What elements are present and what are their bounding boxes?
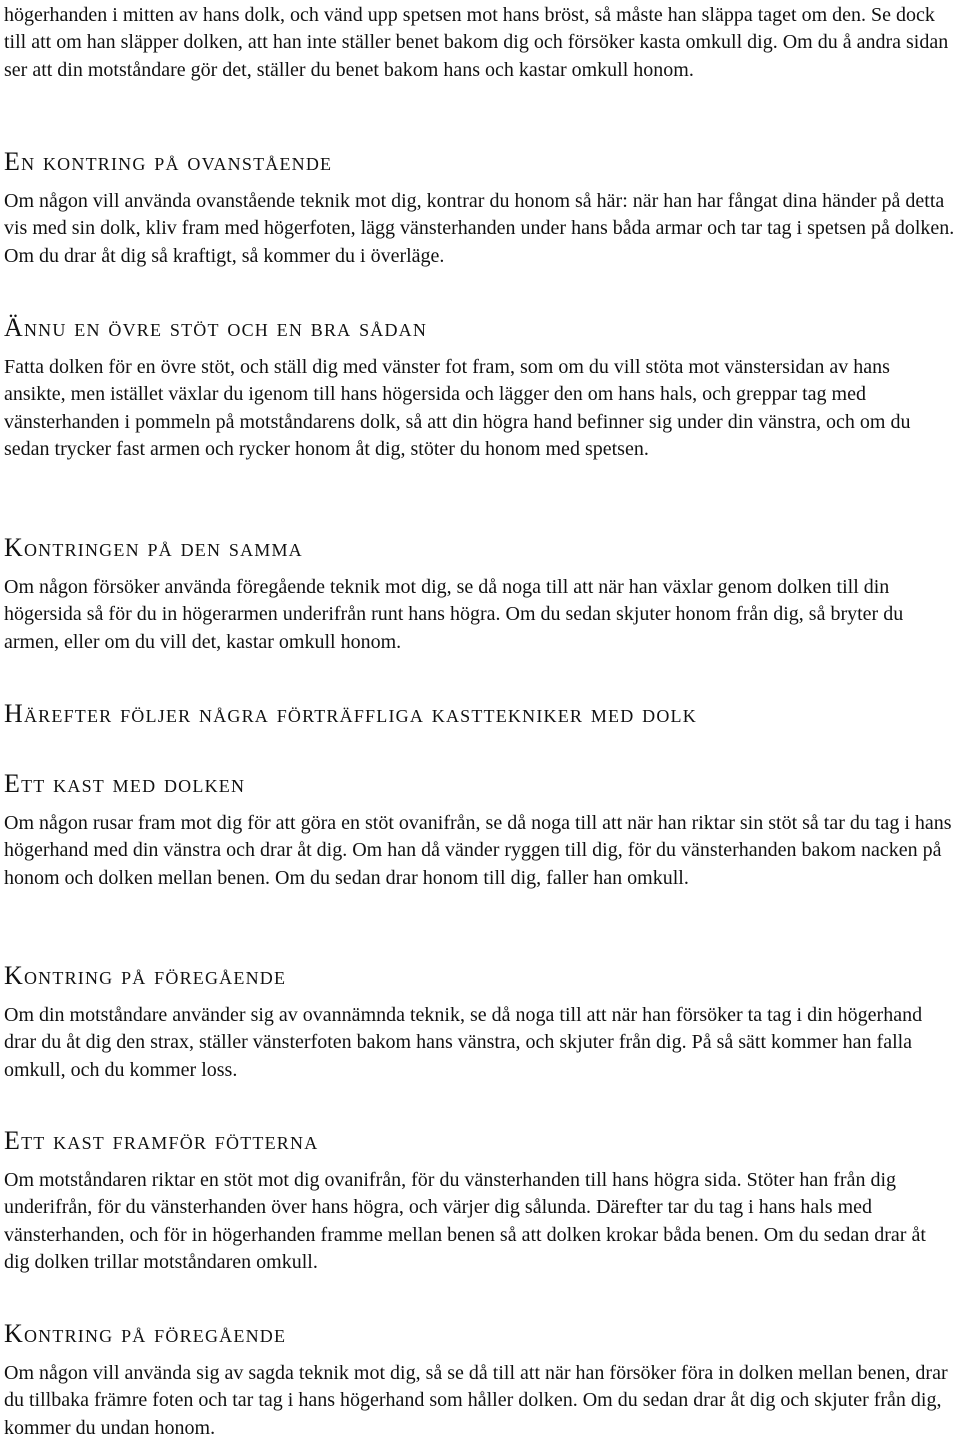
section-paragraph: Om någon rusar fram mot dig för att göra en stöt ovanifrån, se då noga till att när han riktar sin stöt så tar du tag i hans högerhand med din vänstra och drar åt dig. Om han då vänder ryggen till dig, för du vänsterhanden bakom nacken på honom och dolken mellan benen. Om du sedan drar honom till dig, faller han omkull. (4, 812, 952, 889)
intro-block (4, 2, 956, 84)
section-heading: Ett kast med dolken (4, 769, 246, 798)
intro-paragraph: högerhanden i mitten av hans dolk, och vänd upp spetsen mot hans bröst, så måste han släppa taget om den. Se dock till att om han släpper dolken, att han inte ställer benet bakom dig och försöker kasta omkull dig. Om du å andra sidan ser att din motståndare gör det, ställer du benet bakom hans och kastar omkull honom. (4, 4, 949, 81)
section-heading: Ett kast framför fötterna (4, 1126, 319, 1155)
section-paragraph: Fatta dolken för en övre stöt, och ställ dig med vänster fot fram, som om du vill stöta mot vänstersidan av hans ansikte, men istället växlar du igenom till hans högersida och lägger den om hans hals, och greppar tag med vänsterhanden i pommeln på motståndarens dolk, så att din högra hand befinner sig under din vänstra, och om du sedan trycker fast armen och rycker honom åt dig, stöter du honom med spetsen. (4, 356, 911, 461)
section-5 (4, 768, 956, 892)
section-2 (4, 312, 956, 464)
section-6 (4, 960, 956, 1084)
section-7 (4, 1125, 956, 1277)
section-4 (4, 698, 956, 740)
section-paragraph: Om någon vill använda sig av sagda teknik mot dig, så se då till att när han försöker föra in dolken mellan benen, drar du tillbaka främre foten och tar tag i hans högerhand som håller dolken. Om du sedan drar åt dig och skjuter från dig, kommer du undan honom. (4, 1362, 948, 1439)
section-heading: Härefter följer några förträffliga kasttekniker med dolk (4, 699, 697, 728)
section-heading: Ännu en övre stöt och en bra sådan (4, 313, 428, 342)
section-paragraph: Om motståndaren riktar en stöt mot dig ovanifrån, för du vänsterhanden till hans högra sida. Stöter han från dig underifrån, för du vänsterhanden över hans högra, och värjer dig sålunda. Därefter tar du tag i hans hals med vänsterhanden, och för in högerhanden framme mellan benen så att dolken krokar båda benen. Om du sedan drar åt dig dolken trillar motståndaren omkull. (4, 1169, 926, 1274)
section-heading: Kontring på föregående (4, 1319, 287, 1348)
section-heading: Kontringen på den samma (4, 533, 303, 562)
section-8 (4, 1318, 956, 1442)
section-paragraph: Om din motståndare använder sig av ovannämnda teknik, se då noga till att när han försöker ta tag i din högerhand drar du åt dig den strax, ställer vänsterfoten bakom hans vänstra, och skjuter från dig. På så sätt kommer han falla omkull, och du kommer loss. (4, 1004, 923, 1081)
section-paragraph: Om någon vill använda ovanstående teknik mot dig, kontrar du honom så här: när han har fångat dina händer på detta vis med sin dolk, kliv fram med högerfoten, lägg vänsterhanden under hans båda armar och tar tag i spetsen på dolken. Om du drar åt dig så kraftigt, så kommer du i överläge. (4, 190, 955, 267)
section-heading: Kontring på föregående (4, 961, 287, 990)
section-1 (4, 146, 956, 270)
section-3 (4, 532, 956, 656)
section-heading: En kontring på ovanstående (4, 147, 333, 176)
section-paragraph: Om någon försöker använda föregående teknik mot dig, se då noga till att när han växlar genom dolken till din högersida så för du in högerarmen underifrån runt hans högra. Om du sedan skjuter honom från dig, så bryter du armen, eller om du vill det, kastar omkull honom. (4, 576, 904, 653)
